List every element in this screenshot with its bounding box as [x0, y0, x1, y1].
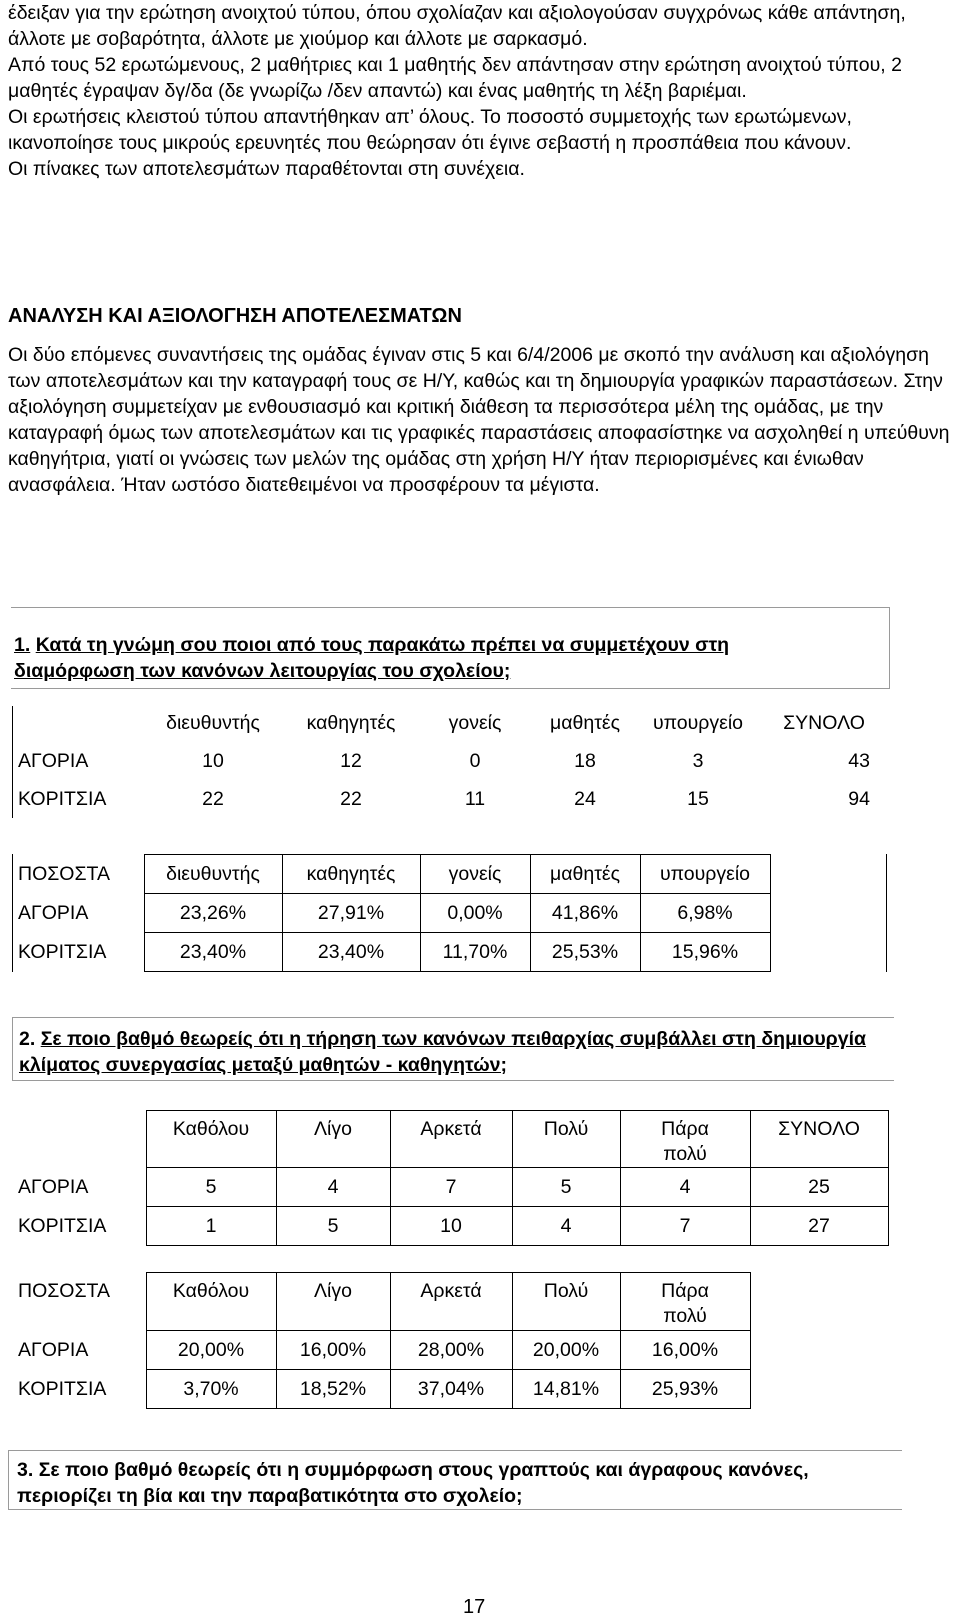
- table-cell: 23,26%: [144, 894, 282, 933]
- question-2-label: Σε ποιο βαθμό θεωρείς ότι η τήρηση των κανόνων πειθαρχίας συμβάλλει στη δημιουργία κλίματος συνεργασίας μεταξύ μαθητών - καθηγητών;: [19, 1028, 867, 1076]
- table-cell: 23,40%: [282, 933, 420, 972]
- table-header-row: [18, 1273, 750, 1331]
- column-header: διευθυντής: [144, 855, 282, 894]
- table-cell: 0: [469, 749, 481, 772]
- column-header: Καθόλου: [146, 1273, 276, 1331]
- q2-percent-table: [18, 1272, 751, 1409]
- column-header: γονείς: [448, 711, 502, 734]
- table-cell: 0,00%: [420, 894, 530, 933]
- column-header: καθηγητές: [306, 711, 396, 734]
- column-header: ΣΥΝΟΛΟ: [750, 1111, 888, 1168]
- table-row: [18, 1331, 750, 1370]
- question-2-box: [12, 1017, 894, 1081]
- question-3-text: [9, 1457, 857, 1509]
- table-cell: 15,96%: [640, 933, 770, 972]
- row-label: ΚΟΡΙΤΣΙΑ: [18, 1214, 107, 1237]
- intro-paragraph: Οι ερωτήσεις κλειστού τύπου απαντήθηκαν απ’ όλους. Το ποσοστό συμμετοχής των ερωτώμενων, ικανοποίησε τους μικρούς ερευνητές που θεώρησαν ότι έγινε σεβαστή η προσπάθεια που κάνουν.: [8, 106, 852, 154]
- question-2-text: [13, 1026, 869, 1078]
- table-cell: 3: [692, 749, 704, 772]
- table-cell: 41,86%: [530, 894, 640, 933]
- column-header: Πολύ: [512, 1273, 620, 1331]
- table-cell: 24: [574, 787, 596, 810]
- column-header: καθηγητές: [282, 855, 420, 894]
- question-1-label: Κατά τη γνώμη σου ποιοι από τους παρακάτω πρέπει να συμμετέχουν στη διαμόρφωση των κανόνων λειτουργίας του σχολείου;: [14, 634, 730, 682]
- table-cell: 14,81%: [512, 1370, 620, 1409]
- table-cell: 5: [146, 1168, 276, 1207]
- intro-paragraph: Από τους 52 ερωτώμενους, 2 μαθήτριες και 1 μαθητής δεν απάντησαν στην ερώτηση ανοιχτού τύπου, 2 μαθητές έγραψαν δγ/δα (δε γνωρίζω /δεν απαντώ) και ένας μαθητής τη λέξη βαριέμαι.: [8, 54, 902, 102]
- table-row: [18, 1207, 888, 1246]
- table-header-row: [18, 1111, 888, 1168]
- page-number: 17: [463, 1596, 486, 1618]
- column-header: υπουργείο: [652, 711, 744, 734]
- table-header-row: [18, 855, 770, 894]
- question-3-number: 3.: [17, 1459, 34, 1481]
- table-cell: 27: [750, 1207, 888, 1246]
- table-cell: 28,00%: [390, 1331, 512, 1370]
- question-3-label: Σε ποιο βαθμό θεωρείς ότι η συμμόρφωση στους γραπτούς και άγραφους κανόνες, περιορίζει τη βία και την παραβατικότητα στο σχολείο;: [17, 1459, 809, 1507]
- column-header: Καθόλου: [146, 1111, 276, 1168]
- column-header: Πάρα πολύ: [620, 1273, 750, 1331]
- table-cell: 27,91%: [282, 894, 420, 933]
- question-1-number: 1.: [14, 634, 31, 656]
- table-cell: 3,70%: [146, 1370, 276, 1409]
- table-cell: 16,00%: [620, 1331, 750, 1370]
- table-cell: 43: [848, 749, 870, 772]
- question-1-text: [11, 632, 854, 684]
- table-cell: 18,52%: [276, 1370, 390, 1409]
- row-label: ΚΟΡΙΤΣΙΑ: [18, 787, 107, 810]
- column-header: διευθυντής: [166, 711, 260, 734]
- column-header: υπουργείο: [640, 855, 770, 894]
- table-row: [18, 894, 770, 933]
- table-cell: 11,70%: [420, 933, 530, 972]
- table-cell: 12: [340, 749, 362, 772]
- column-header: μαθητές: [530, 855, 640, 894]
- column-header: Αρκετά: [390, 1273, 512, 1331]
- table-cell: 25,53%: [530, 933, 640, 972]
- row-label: ΑΓΟΡΙΑ: [18, 901, 89, 924]
- table-cell: 10: [390, 1207, 512, 1246]
- column-header: ΣΥΝΟΛΟ: [783, 711, 865, 734]
- intro-text: [8, 0, 948, 182]
- table-cell: 37,04%: [390, 1370, 512, 1409]
- table-header-row: [18, 704, 892, 742]
- q2-counts-table: [18, 1110, 889, 1246]
- q1-percent-table: [18, 854, 771, 972]
- column-header: Πολύ: [512, 1111, 620, 1168]
- row-label: ΚΟΡΙΤΣΙΑ: [18, 1377, 107, 1400]
- table-cell: 22: [340, 787, 362, 810]
- table-cell: 7: [390, 1168, 512, 1207]
- table-left-rule: [12, 854, 13, 972]
- table-cell: 16,00%: [276, 1331, 390, 1370]
- table-cell: 4: [512, 1207, 620, 1246]
- table-left-rule: [12, 706, 13, 818]
- section-heading: ΑΝΑΛΥΣΗ ΚΑΙ ΑΞΙΟΛΟΓΗΣΗ ΑΠΟΤΕΛΕΣΜΑΤΩΝ: [8, 305, 462, 327]
- row-label: ΚΟΡΙΤΣΙΑ: [18, 940, 107, 963]
- table-row: [18, 933, 770, 972]
- row-label: ΑΓΟΡΙΑ: [18, 1175, 89, 1198]
- column-header: μαθητές: [550, 711, 620, 734]
- table-cell: 4: [620, 1168, 750, 1207]
- column-header: Αρκετά: [390, 1111, 512, 1168]
- row-label: ΑΓΟΡΙΑ: [18, 749, 89, 772]
- table-cell: 94: [848, 787, 870, 810]
- question-3-box: [8, 1450, 902, 1510]
- table-row: [18, 1168, 888, 1207]
- table-cell: 20,00%: [512, 1331, 620, 1370]
- column-header: Λίγο: [276, 1111, 390, 1168]
- table-cell: 10: [202, 749, 224, 772]
- table-cell: 15: [687, 787, 709, 810]
- table-cell: 22: [202, 787, 224, 810]
- intro-paragraph: Οι πίνακες των αποτελεσμάτων παραθέτονται στη συνέχεια.: [8, 158, 525, 180]
- table-cell: 11: [464, 787, 486, 810]
- corner-label: ΠΟΣΟΣΤΑ: [18, 862, 110, 885]
- q1-counts-table: [18, 704, 892, 818]
- table-cell: 4: [276, 1168, 390, 1207]
- column-header: Λίγο: [276, 1273, 390, 1331]
- table-row: [18, 742, 892, 780]
- intro-paragraph: έδειξαν για την ερώτηση ανοιχτού τύπου, όπου σχολίαζαν και αξιολογούσαν συγχρόνως κάθε απάντηση, άλλοτε με σοβαρότητα, άλλοτε με χιούμορ και άλλοτε με σαρκασμό.: [8, 2, 906, 50]
- table-cell: 25: [750, 1168, 888, 1207]
- table-row: [18, 780, 892, 818]
- table-cell: 1: [146, 1207, 276, 1246]
- analysis-paragraph: Οι δύο επόμενες συναντήσεις της ομάδας έγιναν στις 5 και 6/4/2006 με σκοπό την ανάλυση και αξιολόγηση των αποτελεσμάτων και την καταγραφή τους σε Η/Υ, καθώς και τη δημιουργία γραφικών παραστάσεων. Στην αξιολόγηση συμμετείχαν με ενθουσιασμό και κριτική διάθεση τα περισσότερα μέλη της ομάδας, με την καταγραφή όμως των αποτελεσμάτων και τις γραφικές παραστάσεις αποφασίστηκε να ασχοληθεί η υπεύθυνη καθηγήτρια, γιατί οι γνώσεις των μελών της ομάδας στη χρήση Η/Υ ήταν περιορισμένες και ένιωθαν ανασφάλεια. Ήταν ωστόσο διατεθειμένοι να προσφέρουν τα μέγιστα.: [8, 344, 950, 496]
- table-cell: 18: [574, 749, 596, 772]
- question-2-number: 2.: [19, 1028, 36, 1050]
- table-cell: 5: [512, 1168, 620, 1207]
- question-1-box: [11, 607, 890, 689]
- table-cell: 5: [276, 1207, 390, 1246]
- column-header: γονείς: [420, 855, 530, 894]
- corner-label: ΠΟΣΟΣΤΑ: [18, 1279, 110, 1302]
- table-cell: 25,93%: [620, 1370, 750, 1409]
- table-right-rule: [886, 854, 887, 972]
- table-cell: 20,00%: [146, 1331, 276, 1370]
- table-row: [18, 1370, 750, 1409]
- table-cell: 7: [620, 1207, 750, 1246]
- column-header: Πάρα πολύ: [620, 1111, 750, 1168]
- table-cell: 23,40%: [144, 933, 282, 972]
- row-label: ΑΓΟΡΙΑ: [18, 1338, 89, 1361]
- table-cell: 6,98%: [640, 894, 770, 933]
